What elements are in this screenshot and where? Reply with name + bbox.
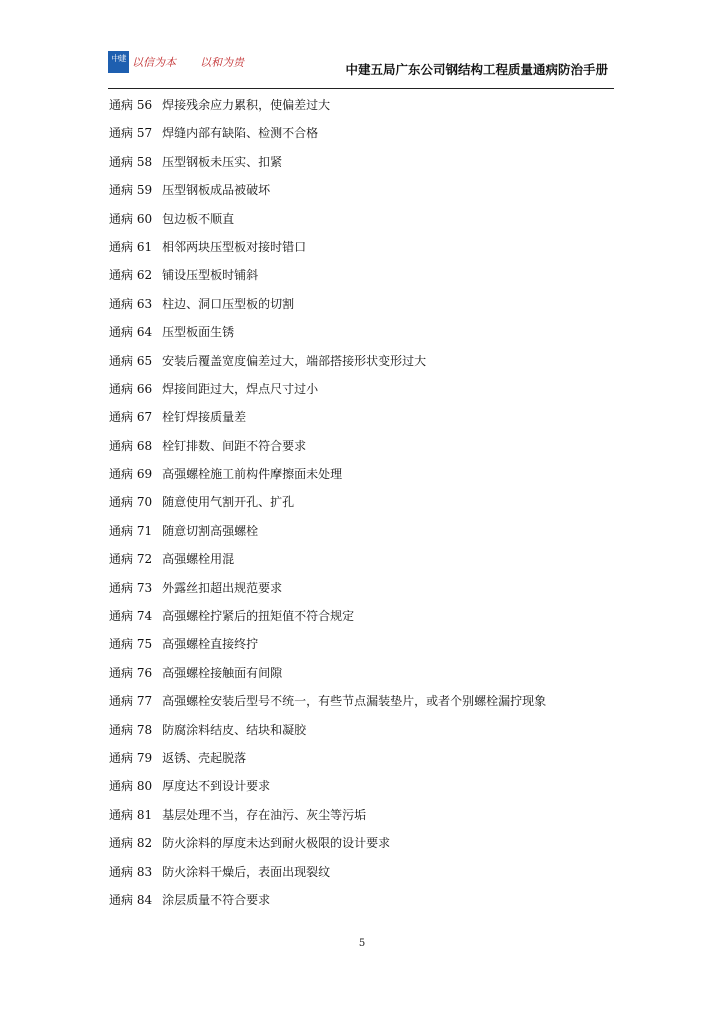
list-item bbox=[109, 776, 609, 804]
item-text: 随意切割高强螺栓 bbox=[162, 523, 259, 538]
item-number: 通病 64 bbox=[109, 325, 153, 340]
list-item bbox=[109, 805, 609, 833]
item-number: 通病 76 bbox=[109, 665, 153, 680]
item-number: 通病 58 bbox=[109, 154, 153, 169]
item-number: 通病 66 bbox=[109, 381, 153, 396]
item-text: 焊缝内部有缺陷、检测不合格 bbox=[162, 126, 319, 141]
list-item bbox=[109, 294, 609, 322]
list-item bbox=[109, 578, 609, 606]
list-item bbox=[109, 862, 609, 890]
list-item bbox=[109, 351, 609, 379]
item-text: 焊接间距过大，焊点尺寸过小 bbox=[162, 381, 319, 396]
list-item bbox=[109, 436, 609, 464]
defect-list bbox=[109, 95, 609, 918]
item-number: 通病 84 bbox=[109, 892, 153, 907]
item-number: 通病 71 bbox=[109, 523, 153, 538]
item-number: 通病 74 bbox=[109, 609, 153, 624]
list-item bbox=[109, 322, 609, 350]
item-text: 压型板面生锈 bbox=[162, 325, 235, 340]
item-text: 外露丝扣超出规范要求 bbox=[162, 580, 283, 595]
item-number: 通病 60 bbox=[109, 211, 153, 226]
list-item bbox=[109, 691, 609, 719]
item-text: 防火涂料干燥后，表面出现裂纹 bbox=[162, 864, 331, 879]
item-number: 通病 73 bbox=[109, 580, 153, 595]
item-text: 栓钉焊接质量差 bbox=[162, 410, 247, 425]
logo-text: 中建 bbox=[111, 54, 126, 63]
slogan-right: 以和为贵 bbox=[200, 56, 244, 69]
list-item bbox=[109, 209, 609, 237]
list-item bbox=[109, 95, 609, 123]
item-number: 通病 70 bbox=[109, 495, 153, 510]
company-logo bbox=[108, 51, 129, 73]
item-text: 高强螺栓用混 bbox=[162, 552, 235, 567]
item-number: 通病 67 bbox=[109, 410, 153, 425]
item-number: 通病 68 bbox=[109, 438, 153, 453]
item-text: 栓钉排数、间距不符合要求 bbox=[162, 438, 307, 453]
item-text: 相邻两块压型板对接时错口 bbox=[162, 239, 307, 254]
list-item bbox=[109, 720, 609, 748]
list-item bbox=[109, 833, 609, 861]
item-text: 铺设压型板时铺斜 bbox=[162, 268, 259, 283]
item-number: 通病 61 bbox=[109, 239, 153, 254]
header-divider bbox=[108, 88, 614, 89]
item-number: 通病 79 bbox=[109, 750, 153, 765]
item-number: 通病 72 bbox=[109, 552, 153, 567]
list-item bbox=[109, 237, 609, 265]
item-number: 通病 65 bbox=[109, 353, 153, 368]
item-text: 压型钢板未压实、扣紧 bbox=[162, 154, 283, 169]
item-number: 通病 69 bbox=[109, 467, 153, 482]
item-number: 通病 63 bbox=[109, 296, 153, 311]
item-number: 通病 77 bbox=[109, 694, 153, 709]
item-number: 通病 83 bbox=[109, 864, 153, 879]
item-text: 防火涂料的厚度未达到耐火极限的设计要求 bbox=[162, 836, 391, 851]
item-number: 通病 81 bbox=[109, 807, 153, 822]
item-text: 高强螺栓接触面有间隙 bbox=[162, 665, 283, 680]
item-text: 涂层质量不符合要求 bbox=[162, 892, 271, 907]
item-text: 焊接残余应力累积，使偏差过大 bbox=[162, 98, 331, 112]
list-item bbox=[109, 265, 609, 293]
item-text: 压型钢板成品被破坏 bbox=[162, 183, 271, 198]
list-item bbox=[109, 379, 609, 407]
item-number: 通病 78 bbox=[109, 722, 153, 737]
item-text: 防腐涂料结皮、结块和凝胶 bbox=[162, 722, 307, 737]
list-item bbox=[109, 464, 609, 492]
item-text: 柱边、洞口压型板的切割 bbox=[162, 296, 295, 311]
item-text: 返锈、壳起脱落 bbox=[162, 750, 247, 765]
item-number: 通病 82 bbox=[109, 836, 153, 851]
item-number: 通病 57 bbox=[109, 126, 153, 141]
item-text: 基层处理不当，存在油污、灰尘等污垢 bbox=[162, 807, 367, 822]
list-item bbox=[109, 521, 609, 549]
list-item bbox=[109, 549, 609, 577]
document-title: 中建五局广东公司钢结构工程质量通病防治手册 bbox=[345, 62, 608, 77]
item-text: 高强螺栓拧紧后的扭矩值不符合规定 bbox=[162, 609, 355, 624]
item-text: 厚度达不到设计要求 bbox=[162, 779, 271, 794]
list-item bbox=[109, 663, 609, 691]
item-text: 随意使用气割开孔、扩孔 bbox=[162, 495, 295, 510]
slogan-left: 以信为本 bbox=[132, 56, 176, 69]
list-item bbox=[109, 180, 609, 208]
item-text: 安装后覆盖宽度偏差过大，端部搭接形状变形过大 bbox=[162, 353, 427, 368]
list-item bbox=[109, 123, 609, 151]
item-text: 高强螺栓安装后型号不统一，有些节点漏装垫片，或者个别螺栓漏拧现象 bbox=[162, 694, 547, 709]
item-number: 通病 80 bbox=[109, 779, 153, 794]
list-item bbox=[109, 890, 609, 918]
list-item bbox=[109, 492, 609, 520]
item-number: 通病 75 bbox=[109, 637, 153, 652]
list-item bbox=[109, 634, 609, 662]
item-number: 通病 59 bbox=[109, 183, 153, 198]
list-item bbox=[109, 152, 609, 180]
list-item bbox=[109, 606, 609, 634]
page-header bbox=[108, 46, 614, 90]
list-item bbox=[109, 748, 609, 776]
item-number: 通病 56 bbox=[109, 98, 153, 112]
item-text: 包边板不顺直 bbox=[162, 211, 235, 226]
list-item bbox=[109, 407, 609, 435]
item-text: 高强螺栓直接终拧 bbox=[162, 637, 259, 652]
item-number: 通病 62 bbox=[109, 268, 153, 283]
item-text: 高强螺栓施工前构件摩擦面未处理 bbox=[162, 467, 343, 482]
page-number: 5 bbox=[358, 938, 366, 949]
